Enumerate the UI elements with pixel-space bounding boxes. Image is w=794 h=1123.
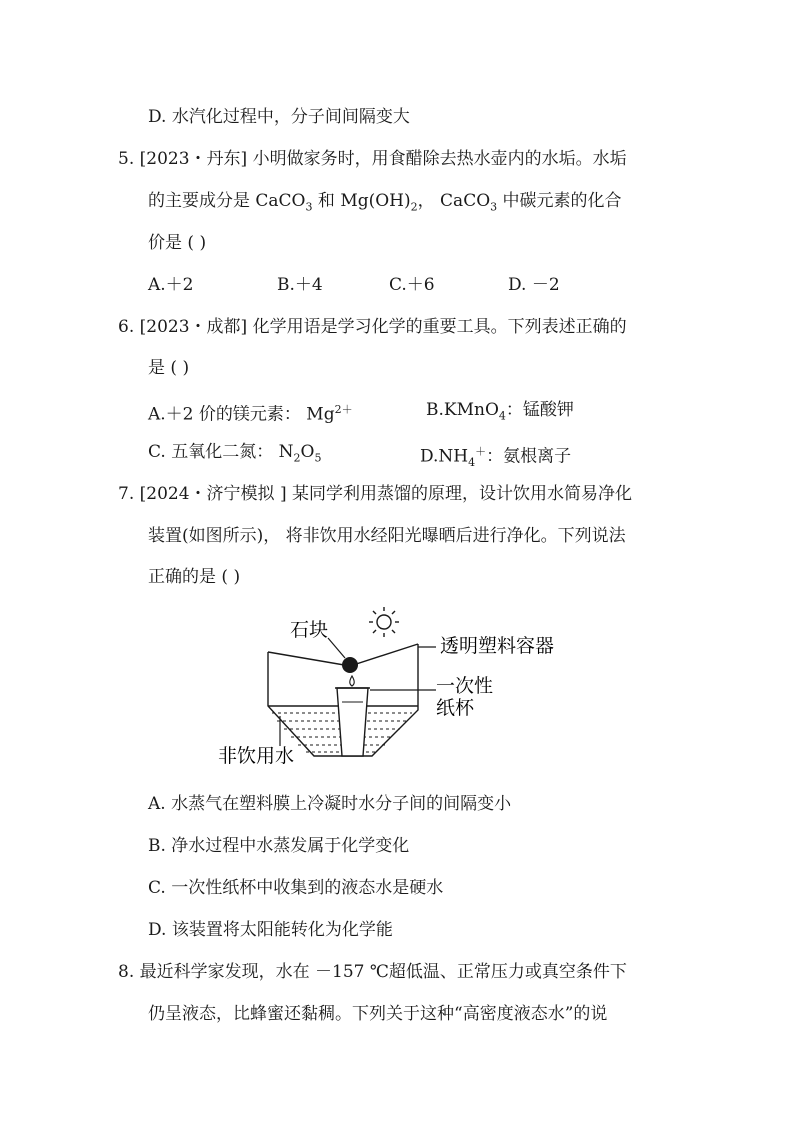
q6-option-d-text: D.NH xyxy=(420,446,469,467)
label-stone: 石块 xyxy=(290,619,329,641)
q6-line-2: 是 ( ) xyxy=(148,358,190,378)
formula-superscript: 2＋ xyxy=(334,403,353,416)
q5-option-d: D. －2 xyxy=(508,275,560,295)
q4-option-d: D. 水汽化过程中，分子间间隔变大 xyxy=(148,107,410,127)
stone xyxy=(342,657,358,673)
q7-number: 7. xyxy=(118,484,135,504)
q6-option-c-text: C. 五氧化二氮： N xyxy=(148,442,294,462)
paper-cup xyxy=(337,688,368,756)
q5-text-1: 小明做家务时，用食醋除去热水壶内的水垢。水垢 xyxy=(252,149,627,169)
q8-number: 8. xyxy=(118,962,135,982)
q6-number: 6. xyxy=(118,317,135,337)
q5-option-b: B.＋4 xyxy=(277,275,323,295)
formula-subscript: 4 xyxy=(468,456,476,470)
formula-superscript: ＋ xyxy=(475,445,487,458)
q5-line-1 xyxy=(118,147,627,171)
q6-option-b-tail: ：锰酸钾 xyxy=(505,400,574,420)
q5-line-2 xyxy=(148,189,622,219)
water-droplet-icon xyxy=(350,676,355,686)
q8-text-1: 最近科学家发现，水在 －157 ℃超低温、正常压力或真空条件下 xyxy=(139,962,627,982)
q7-option-a: A. 水蒸气在塑料膜上冷凝时水分子间的间隔变小 xyxy=(148,794,512,814)
q5-source: [2023・丹东] xyxy=(139,149,248,169)
q7-option-d: D. 该装置将太阳能转化为化学能 xyxy=(148,920,393,940)
q6-option-d-tail: ：氨根离子 xyxy=(486,446,572,467)
q5-line-3: 价是 ( ) xyxy=(148,233,207,253)
q5-text-2d: 中碳元素的化合 xyxy=(497,191,622,211)
q5-text-2c: ， xyxy=(417,191,441,211)
formula-caco3: CaCO xyxy=(440,191,491,211)
distillation-figure xyxy=(210,598,610,776)
formula-subscript: 5 xyxy=(314,451,322,465)
q5-text-2b: 和 xyxy=(312,191,341,211)
q5-text-2a: 的主要成分是 xyxy=(148,191,256,211)
label-water: 非饮用水 xyxy=(218,745,295,767)
q5-option-c: C.＋6 xyxy=(389,275,435,295)
label-cup-line-2: 纸杯 xyxy=(436,697,475,719)
q6-option-a xyxy=(148,398,353,427)
q6-option-a-text: A.＋2 价的镁元素： Mg xyxy=(148,404,335,425)
label-container: 透明塑料容器 xyxy=(440,635,555,657)
q6-source: [2023・成都] xyxy=(139,317,248,337)
formula-subscript: 2 xyxy=(410,200,418,214)
q8-line-2: 仍呈液态，比蜂蜜还黏稠。下列关于这种“高密度液态水”的说 xyxy=(148,1004,608,1024)
q5-option-a: A.＋2 xyxy=(148,275,194,295)
q7-line-2: 装置(如图所示)， 将非饮用水经阳光曝晒后进行净化。下列说法 xyxy=(148,526,626,546)
q5-number: 5. xyxy=(118,149,135,169)
sun-icon xyxy=(369,607,399,637)
formula-subscript: 3 xyxy=(490,200,498,214)
q6-option-d xyxy=(420,440,571,475)
q6-option-b xyxy=(426,398,574,428)
formula-subscript: 3 xyxy=(305,200,313,214)
q6-option-c-mid: O xyxy=(300,442,315,462)
formula-subscript: 4 xyxy=(498,409,506,423)
q7-option-b: B. 净水过程中水蒸发属于化学变化 xyxy=(148,836,410,856)
label-cup-line-1: 一次性 xyxy=(436,675,494,697)
q6-option-c xyxy=(148,440,321,470)
formula-caco3: CaCO xyxy=(255,191,306,211)
q7-text-1: 某同学利用蒸馏的原理，设计饮用水简易净化 xyxy=(291,484,632,504)
q8-line-1 xyxy=(118,960,627,984)
q6-line-1 xyxy=(118,315,627,339)
q7-source: [2024・济宁模拟 ] xyxy=(139,484,287,504)
q7-option-c: C. 一次性纸杯中收集到的液态水是硬水 xyxy=(148,878,444,898)
formula-mgoh2: Mg(OH) xyxy=(340,191,411,211)
formula-subscript: 2 xyxy=(293,451,301,465)
q6-option-b-text: B.KMnO xyxy=(426,400,499,420)
q7-line-3: 正确的是 ( ) xyxy=(148,567,241,587)
q7-line-1 xyxy=(118,482,632,506)
q6-text-1: 化学用语是学习化学的重要工具。下列表述正确的 xyxy=(252,317,627,337)
